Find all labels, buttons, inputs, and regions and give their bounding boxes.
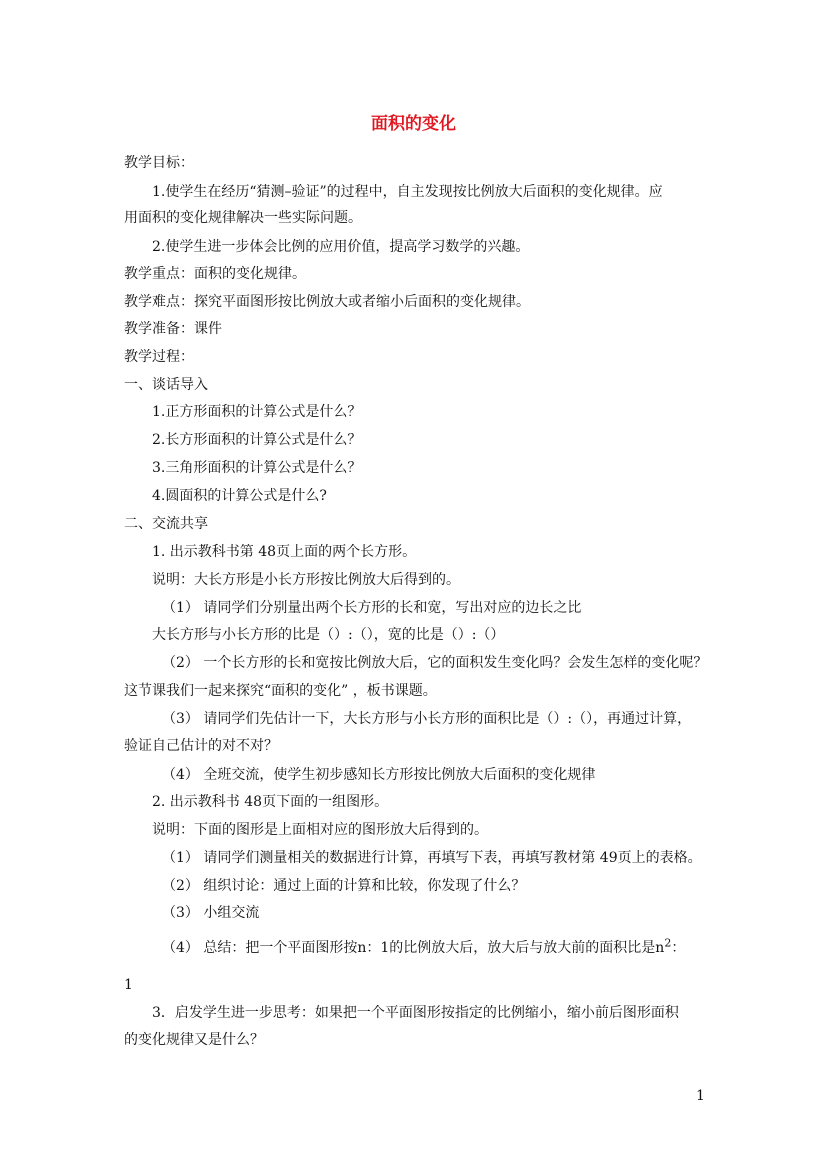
page-number: 1	[696, 1088, 705, 1104]
text-line: 教学准备：课件	[124, 321, 222, 337]
text-line: （4） 全班交流，使学生初步感知长方形按比例放大后面积的变化规律	[162, 767, 596, 783]
text-line: 用面积的变化规律解决一些实际问题。	[124, 210, 362, 226]
text-line: （2） 组织讨论：通过上面的计算和比较，你发现了什么？	[162, 878, 526, 894]
math-variable: n	[357, 940, 367, 956]
text-line: （1） 请同学们测量相关的数据进行计算，再填写下表，再填写教材第 49页上的表格。	[162, 850, 702, 866]
text-line: 验证自己估计的对不对？	[124, 738, 278, 754]
text-line: 大长方形与小长方形的比是（）:（），宽的比是（）:（）	[152, 627, 505, 643]
text-line: 这节课我们一起来探究“面积的变化” ，板书课题。	[124, 683, 437, 699]
text-line: 2. 出示教科书 48页下面的一组图形。	[152, 794, 389, 810]
text-line: 教学目标：	[124, 155, 194, 171]
text-line: 1.使学生在经历“猜测–验证”的过程中，自主发现按比例放大后面积的变化规律。应	[152, 184, 663, 200]
section-heading: 一、谈话导入	[124, 377, 208, 393]
text-line: 教学难点：探究平面图形按比例放大或者缩小后面积的变化规律。	[124, 294, 530, 310]
section-heading: 二、交流共享	[124, 516, 208, 532]
math-variable: n	[655, 940, 665, 956]
math-exponent: 2	[664, 936, 672, 950]
text-line: 1.正方形面积的计算公式是什么？	[152, 404, 362, 420]
text-line: 教学过程：	[124, 349, 194, 365]
text-span: ：	[671, 940, 686, 956]
text-line: （1） 请同学们分别量出两个长方形的长和宽，写出对应的边长之比	[162, 600, 582, 616]
text-line: （3） 请同学们先估计一下，大长方形与小长方形的面积比是（）:（），再通过计算，	[162, 711, 692, 727]
text-line: 教学重点：面积的变化规律。	[124, 266, 306, 282]
document-title: 面积的变化	[371, 114, 456, 134]
text-line: 1. 出示教科书第 48页上面的两个长方形。	[152, 544, 417, 560]
text-line: （2） 一个长方形的长和宽按比例放大后，它的面积发生变化吗？会发生怎样的变化呢？	[162, 655, 708, 671]
text-line: 说明：下面的图形是上面相对应的图形放大后得到的。	[152, 822, 488, 838]
text-line: （3） 小组交流	[162, 905, 260, 921]
text-line	[162, 938, 685, 958]
text-line: 3.三角形面积的计算公式是什么？	[152, 460, 362, 476]
text-line: 2.使学生进一步体会比例的应用价值，提高学习数学的兴趣。	[152, 239, 530, 255]
text-line: 2.长方形面积的计算公式是什么？	[152, 432, 362, 448]
text-span: （4） 总结：把一个平面图形按	[162, 940, 358, 956]
text-line: 4.圆面积的计算公式是什么?	[152, 488, 327, 504]
text-line: 3．启发学生进一步思考：如果把一个平面图形按指定的比例缩小，缩小前后图形面积	[152, 1005, 679, 1021]
text-line: 的变化规律又是什么？	[124, 1032, 264, 1048]
text-span: ：1的比例放大后，放大后与放大前的面积比是	[366, 940, 656, 956]
text-line: 说明：大长方形是小长方形按比例放大后得到的。	[152, 572, 460, 588]
text-line: 1	[124, 977, 133, 993]
